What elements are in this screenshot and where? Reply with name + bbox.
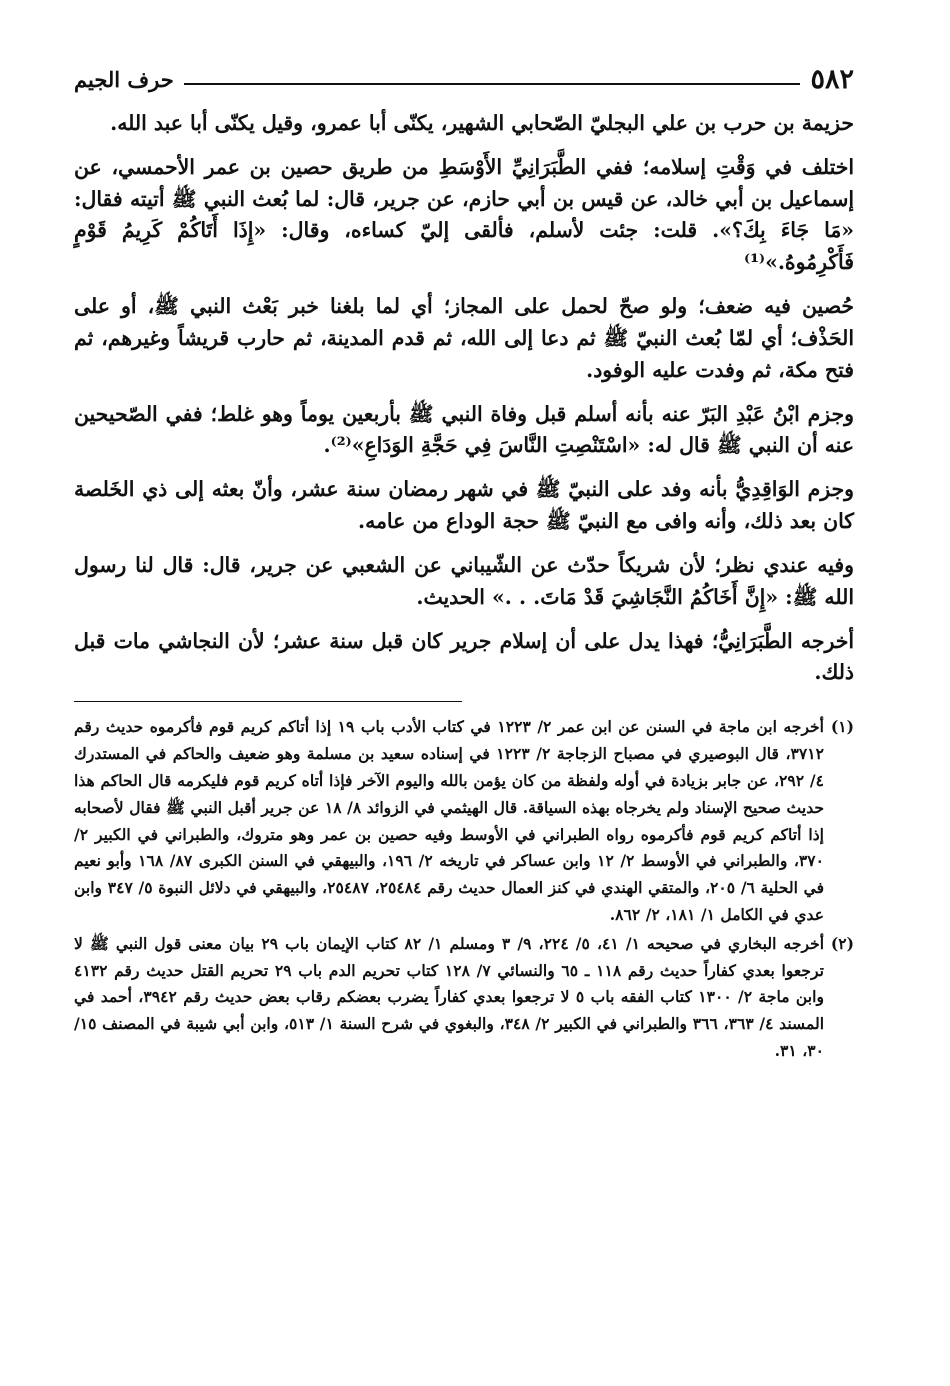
paragraph: وفيه عندي نظر؛ لأن شريكاً حدّث عن الشّيباني عن الشعبي عن جرير، قال: قال لنا رسول الله ﷺ: «إِنَّ أَخَاكُمُ النَّجَاشِيَ قَدْ مَاتَ. . .» الحديث. bbox=[74, 552, 854, 609]
header-rule bbox=[184, 83, 801, 85]
paragraph: اختلف في وَقْتِ إسلامه؛ ففي الطَّبَرَانِيِّ الأَوْسَطِ من طريق حصين بن عمر الأحمسي، عن إسماعيل بن أبي خالد، عن قيس بن أبي حازم، عن جرير، قال: لما بُعث النبي ﷺ أتيته فقال: «مَا جَاءَ بِكَ؟». قلت: جئت لأسلم، فألقى إليّ كساءه، وقال: «إِذَا أَتَاكُمْ كَرِيمُ قَوْمٍ فَأَكْرِمُوهُ.»⁽¹⁾ bbox=[74, 154, 854, 275]
paragraph: وجزم ابْنُ عَبْدِ البَرّ عنه بأنه أسلم قبل وفاة النبي ﷺ بأربعين يوماً وهو غلط؛ ففي الصّحيحين عنه أن النبي ﷺ قال له: «اسْتَنْصِتِ النَّاسَ فِي حَجَّةِ الوَدَاعِ»⁽²⁾. bbox=[74, 401, 854, 458]
footnote-marker: (٢) bbox=[830, 933, 854, 953]
paragraph: حُصين فيه ضعف؛ ولو صحّ لحمل على المجاز؛ أي لما بلغنا خبر بَعْث النبي ﷺ، أو على الحَذْف؛ أي لمّا بُعث النبيّ ﷺ ثم دعا إلى الله، ثم قدم المدينة، ثم حارب قريشاً وغيرهم، ثم فتح مكة، ثم وفدت عليه الوفود. bbox=[74, 294, 854, 382]
page-header bbox=[74, 56, 854, 102]
main-text bbox=[74, 108, 854, 689]
footnote-item bbox=[74, 714, 854, 929]
footnote-separator bbox=[74, 701, 462, 702]
footnotes bbox=[74, 714, 854, 1065]
paragraph: وجزم الوَاقِدِيُّ بأنه وفد على النبيّ ﷺ في شهر رمضان سنة عشر، وأنّ بعثه إلى ذي الخَلصة كان بعد ذلك، وأنه وافى مع النبيّ ﷺ حجة الوداع من عامه. bbox=[74, 477, 854, 534]
footnote-text: أخرجه البخاري في صحيحه ١/ ٤١، ٥/ ٢٢٤، ٩/ ٣ ومسلم ١/ ٨٢ كتاب الإيمان باب ٢٩ بيان معنى قول النبي ﷺ لا ترجعوا بعدي كفاراً حديث رقم ١١٨ ـ ٦٥ والنسائي ٧/ ١٢٨ كتاب تحريم الدم باب ٢٩ تحريم القتل حديث رقم ٤١٣٢ وابن ماجة ٢/ ١٣٠٠ كتاب الفقه باب ٥ لا ترجعوا بعدي كفاراً يضرب بعضكم رقاب بعض حديث رقم ٣٩٤٢، أحمد في المسند ٤/ ٣٦٣، ٣٦٦ والطبراني في الكبير ٢/ ٣٤٨، والبغوي في شرح السنة ١/ ٥١٣، وابن أبي شيبة في المصنف ١٥/ ٣٠، ٣١. bbox=[74, 933, 825, 1060]
footnote-item bbox=[74, 931, 854, 1065]
paragraph: حزيمة بن حرب بن علي البجليّ الصّحابي الشهير، يكنّى أبا عمرو، وقيل يكنّى أبا عبد الله. bbox=[110, 111, 854, 135]
footnote-text: أخرجه ابن ماجة في السنن عن ابن عمر ٢/ ١٢٢٣ في كتاب الأدب باب ١٩ إذا أتاكم كريم قوم فأكرموه حديث رقم ٣٧١٢، قال البوصيري في مصباح الزجاجة ٢/ ١٢٢٣ في إسناده سعيد بن مسلمة وهو ضعيف والحاكم في المستدرك ٤/ ٢٩٢، عن جابر بزيادة في أوله ولفظة من كان يؤمن بالله واليوم الآخر فإذا أتاه كريم قوم فليكرمه قال الحاكم هذا حديث صحيح الإسناد ولم يخرجاه بهذه السياقة. قال الهيثمي في الزوائد ٨/ ١٨ عن جرير أقبل النبي ﷺ فقال لأصحابه إذا أتاكم كريم قوم فأكرموه رواه الطبراني في الأوسط وفيه حصين بن عمر وهو متروك، والطبراني في الكبير ٢/ ٣٧٠، والطبراني في الأوسط ٢/ ١٢ وابن عساكر في تاريخه ٢/ ١٩٦، والبيهقي في السنن الكبرى ٨٧/ ١٦٨ وأبو نعيم في الحلية ٦/ ٢٠٥، والمتقي الهندي في كنز العمال حديث رقم ٢٥٤٨٤، ٢٥٤٨٧، والبيهقي في دلائل النبوة ٥/ ٣٤٧ وابن عدي في الكامل ١/ ١٨١، ٢/ ٨٦٢. bbox=[74, 717, 825, 924]
footnote-marker: (١) bbox=[830, 717, 854, 737]
running-title: حرف الجيم bbox=[74, 66, 174, 92]
paragraph: أخرجه الطَّبَرَانِيُّ؛ فهذا يدل على أن إسلام جرير كان قبل سنة عشر؛ لأن النجاشي مات قبل ذلك. bbox=[74, 628, 854, 685]
page-number: ٥٨٢ bbox=[810, 63, 854, 95]
